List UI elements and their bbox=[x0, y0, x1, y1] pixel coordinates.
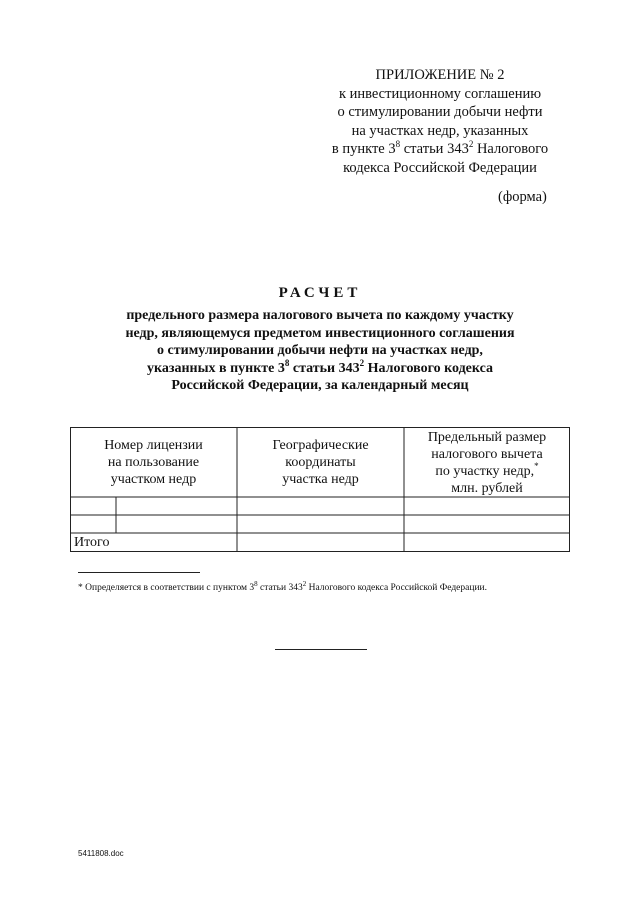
appendix-header bbox=[290, 66, 590, 177]
subtitle-line-5: Российской Федерации, за календарный месяц bbox=[171, 378, 469, 393]
subtitle-line-4: указанных в пункте $3^8$ статьи $343^2$ Налогового кодекса bbox=[146, 357, 494, 376]
header-deduction-limit: Предельный размер налогового вычета по участку недр,* млн. рублей bbox=[427, 430, 547, 496]
document-id: 5411808.doc bbox=[78, 849, 124, 858]
appendix-line-3: на участках недр, указанных bbox=[351, 122, 529, 139]
deduction-table bbox=[70, 427, 570, 552]
footnote-marker: * bbox=[534, 461, 539, 471]
subtitle-line-1: предельного размера налогового вычета по каждому участку bbox=[126, 308, 514, 323]
footnote: * Определяется в соответствии с пунктом $3^8$ статьи $343^2$ Налогового кодекса Российской Федерации. bbox=[78, 580, 487, 593]
form-note: (форма) bbox=[498, 189, 547, 205]
header-coordinates: Географические координаты участка недр bbox=[272, 438, 369, 487]
document-title: РАСЧЕТ bbox=[278, 285, 362, 301]
subtitle-line-2: недр, являющемуся предметом инвестиционного соглашения bbox=[125, 325, 515, 341]
footnote-separator bbox=[78, 572, 200, 573]
total-row-label: Итого bbox=[74, 535, 110, 550]
header-license-number: Номер лицензии на пользование участком недр bbox=[104, 438, 203, 487]
appendix-line-4: в пункте $3^8$ статьи $343^2$ Налогового bbox=[331, 139, 549, 157]
subtitle-line-3: о стимулировании добычи нефти на участках недр, bbox=[157, 343, 483, 358]
appendix-line-1: к инвестиционному соглашению bbox=[338, 85, 542, 102]
appendix-line-2: о стимулировании добычи нефти bbox=[337, 104, 543, 120]
appendix-title: ПРИЛОЖЕНИЕ № 2 bbox=[375, 67, 505, 83]
appendix-line-5: кодекса Российской Федерации bbox=[343, 159, 537, 176]
document-subtitle bbox=[70, 307, 570, 395]
end-of-document-line bbox=[275, 649, 367, 650]
